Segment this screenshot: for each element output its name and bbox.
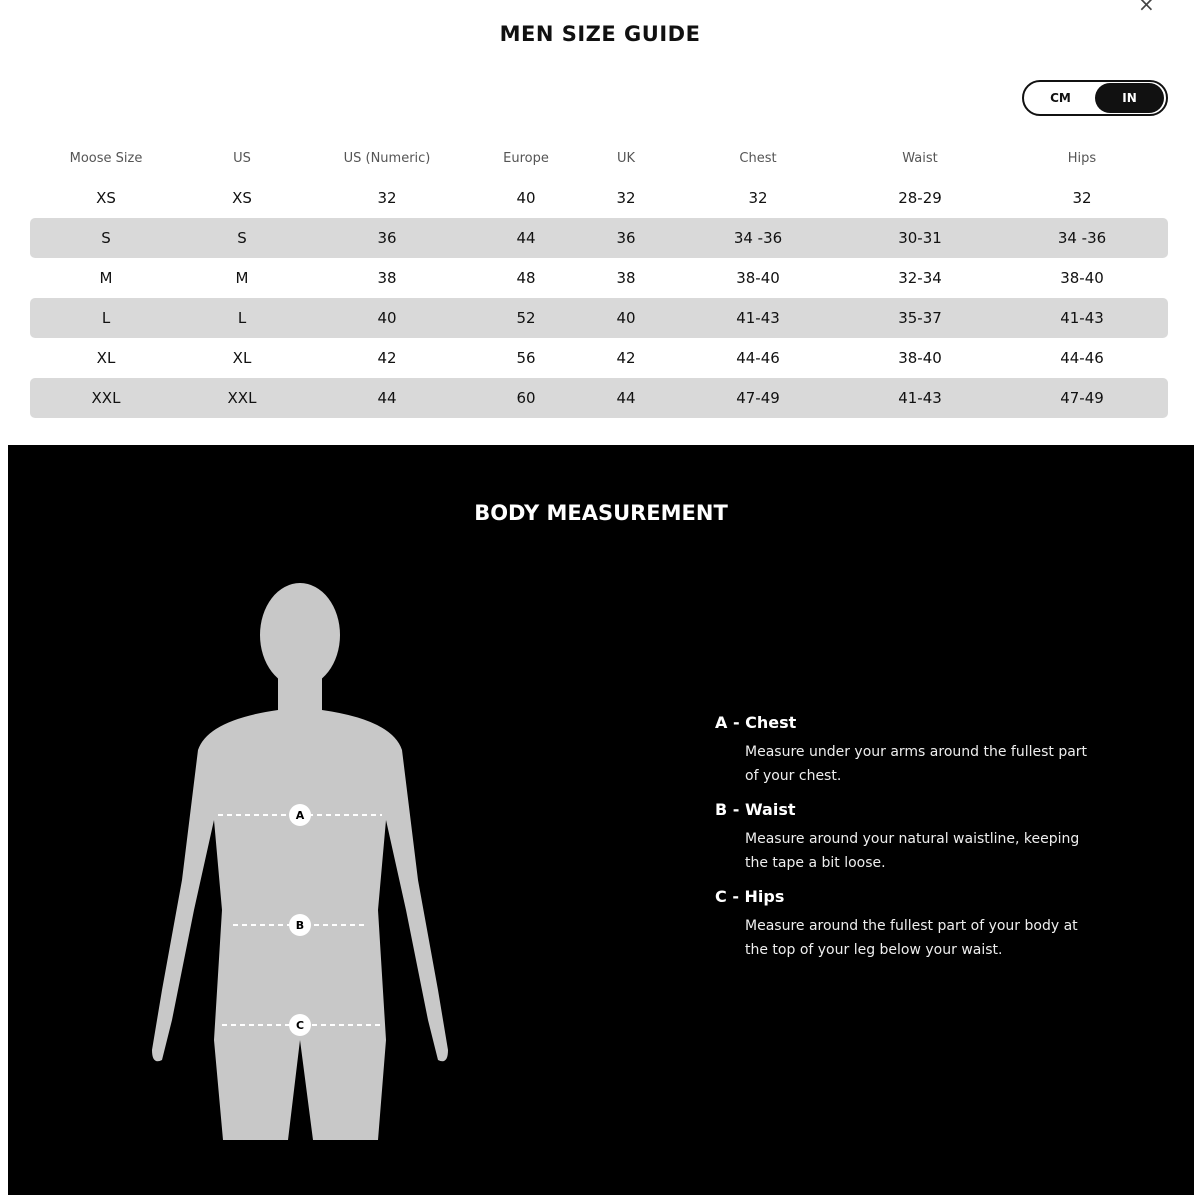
table-cell: 38-40 xyxy=(898,349,942,367)
table-cell: XS xyxy=(96,189,116,207)
table-cell: 44 xyxy=(302,378,472,418)
body-silhouette-icon xyxy=(138,580,478,1140)
table-cell: 42 xyxy=(377,349,397,367)
table-cell: 34 -36 xyxy=(996,218,1168,258)
column-header: US (Numeric) xyxy=(343,150,431,166)
marker-c: C xyxy=(295,1019,305,1032)
table-cell: M xyxy=(99,269,113,287)
table-row xyxy=(30,298,1168,338)
table-cell: 38 xyxy=(377,269,397,287)
table-cell: 56 xyxy=(516,349,536,367)
chest-text: Measure under your arms around the fullest part of your chest. xyxy=(745,744,1088,784)
table-cell: 44 xyxy=(472,218,580,258)
table-cell: XL xyxy=(96,349,116,367)
chest-label: A - Chest xyxy=(715,713,797,732)
table-cell: 38-40 xyxy=(1060,269,1104,287)
table-cell: 36 xyxy=(302,218,472,258)
table-cell: 44 xyxy=(580,378,672,418)
table-cell: 47-49 xyxy=(996,378,1168,418)
table-cell: 38-40 xyxy=(736,269,780,287)
section-title: BODY MEASUREMENT xyxy=(474,501,728,525)
table-row xyxy=(30,378,1168,418)
table-cell: S xyxy=(30,218,182,258)
column-header: Moose Size xyxy=(69,150,143,166)
table-cell: 41-43 xyxy=(996,298,1168,338)
close-icon[interactable]: × xyxy=(1138,0,1155,16)
table-cell: 41-43 xyxy=(672,298,844,338)
table-cell: XXL xyxy=(182,378,302,418)
table-cell: XXL xyxy=(30,378,182,418)
table-cell: 40 xyxy=(580,298,672,338)
waist-text: Measure around your natural waistline, keeping the tape a bit loose. xyxy=(745,831,1080,871)
unit-cm-option[interactable]: CM xyxy=(1050,91,1071,105)
table-cell: 44-46 xyxy=(1060,349,1104,367)
table-row xyxy=(30,218,1168,258)
table-cell: 30-31 xyxy=(844,218,996,258)
table-row xyxy=(30,258,1168,298)
body-measurement-panel xyxy=(8,445,1194,1195)
table-cell: XS xyxy=(232,189,252,207)
table-cell: 41-43 xyxy=(844,378,996,418)
table-cell: 52 xyxy=(472,298,580,338)
column-header: Chest xyxy=(739,150,777,166)
page-title: MEN SIZE GUIDE xyxy=(499,22,701,46)
marker-b: B xyxy=(295,919,305,932)
table-cell: 48 xyxy=(516,269,536,287)
column-header: UK xyxy=(616,150,636,166)
table-cell: 28-29 xyxy=(898,189,942,207)
table-row xyxy=(30,338,1168,378)
table-cell: 32 xyxy=(616,189,636,207)
waist-label: B - Waist xyxy=(715,800,796,819)
table-cell: 32 xyxy=(1072,189,1092,207)
table-cell: 35-37 xyxy=(844,298,996,338)
table-cell: L xyxy=(30,298,182,338)
measurement-instructions xyxy=(715,713,1095,974)
table-cell: 36 xyxy=(580,218,672,258)
hips-text: Measure around the fullest part of your body at the top of your leg below your waist. xyxy=(745,918,1078,958)
column-header: Waist xyxy=(902,150,938,166)
table-cell: 60 xyxy=(472,378,580,418)
table-cell: XL xyxy=(232,349,252,367)
unit-in-option[interactable]: IN xyxy=(1095,83,1164,113)
table-cell: 32-34 xyxy=(898,269,942,287)
table-cell: M xyxy=(235,269,249,287)
column-header: Hips xyxy=(1067,150,1097,166)
column-header: US xyxy=(233,150,251,166)
marker-a: A xyxy=(295,809,305,822)
column-header: Europe xyxy=(503,150,549,166)
table-cell: 38 xyxy=(616,269,636,287)
table-cell: L xyxy=(182,298,302,338)
table-cell: 40 xyxy=(302,298,472,338)
size-table xyxy=(30,138,1168,418)
table-cell: 40 xyxy=(516,189,536,207)
unit-toggle[interactable] xyxy=(1022,80,1168,116)
table-cell: 42 xyxy=(616,349,636,367)
hips-label: C - Hips xyxy=(715,887,785,906)
table-cell: 32 xyxy=(377,189,397,207)
table-cell: S xyxy=(182,218,302,258)
table-cell: 47-49 xyxy=(672,378,844,418)
table-row xyxy=(30,178,1168,218)
table-cell: 32 xyxy=(748,189,768,207)
table-cell: 44-46 xyxy=(736,349,780,367)
table-cell: 34 -36 xyxy=(672,218,844,258)
